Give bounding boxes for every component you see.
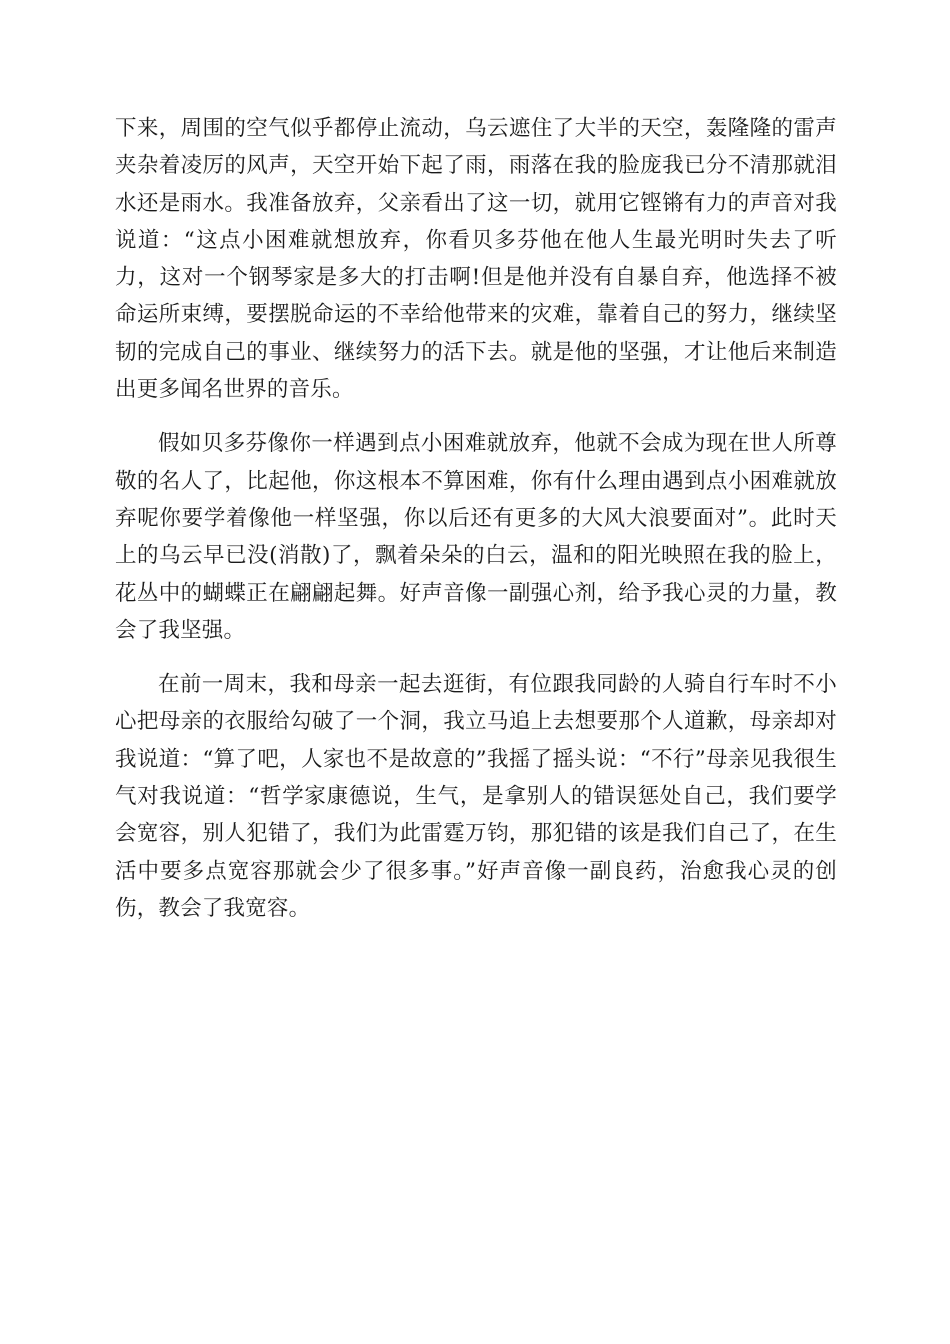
paragraph-1: 下来，周围的空气似乎都停止流动，乌云遮住了大半的天空，轰隆隆的雷声夹杂着凌厉的风声，天空开始下起了雨，雨落在我的脸庞我已分不清那就泪水还是雨水。我准备放弃，父亲看出了这一切，就用它铿锵有力的声音对我说道：“这点小困难就想放弃，你看贝多芬他在他人生最光明时失去了听力，这对一个钢琴家是多大的打击啊!但是他并没有自暴自弃，他选择不被命运所束缚，要摆脱命运的不幸给他带来的灾难，靠着自己的努力，继续坚韧的完成自己的事业、继续努力的活下去。就是他的坚强，才让他后来制造出更多闻名世界的音乐。	[115, 116, 837, 403]
document-body	[115, 110, 837, 927]
paragraph-3: 在前一周末，我和母亲一起去逛街，有位跟我同龄的人骑自行车时不小心把母亲的衣服给勾破了一个洞，我立马追上去想要那个人道歉，母亲却对我说道：“算了吧，人家也不是故意的”我摇了摇头说：“不行”母亲见我很生气对我说道：“哲学家康德说，生气，是拿别人的错误惩处自己，我们要学会宽容，别人犯错了，我们为此雷霆万钧，那犯错的该是我们自己了，在生活中要多点宽容那就会少了很多事。”好声音像一副良药，治愈我心灵的创伤，教会了我宽容。	[115, 672, 837, 921]
paragraph-2: 假如贝多芬像你一样遇到点小困难就放弃，他就不会成为现在世人所尊敬的名人了，比起他，你这根本不算困难，你有什么理由遇到点小困难就放弃呢你要学着像他一样坚强，你以后还有更多的大风大浪要面对”。此时天上的乌云早已没(消散)了，飘着朵朵的白云，温和的阳光映照在我的脸上，花丛中的蝴蝶正在翩翩起舞。好声音像一副强心剂，给予我心灵的力量，教会了我坚强。	[115, 431, 837, 643]
